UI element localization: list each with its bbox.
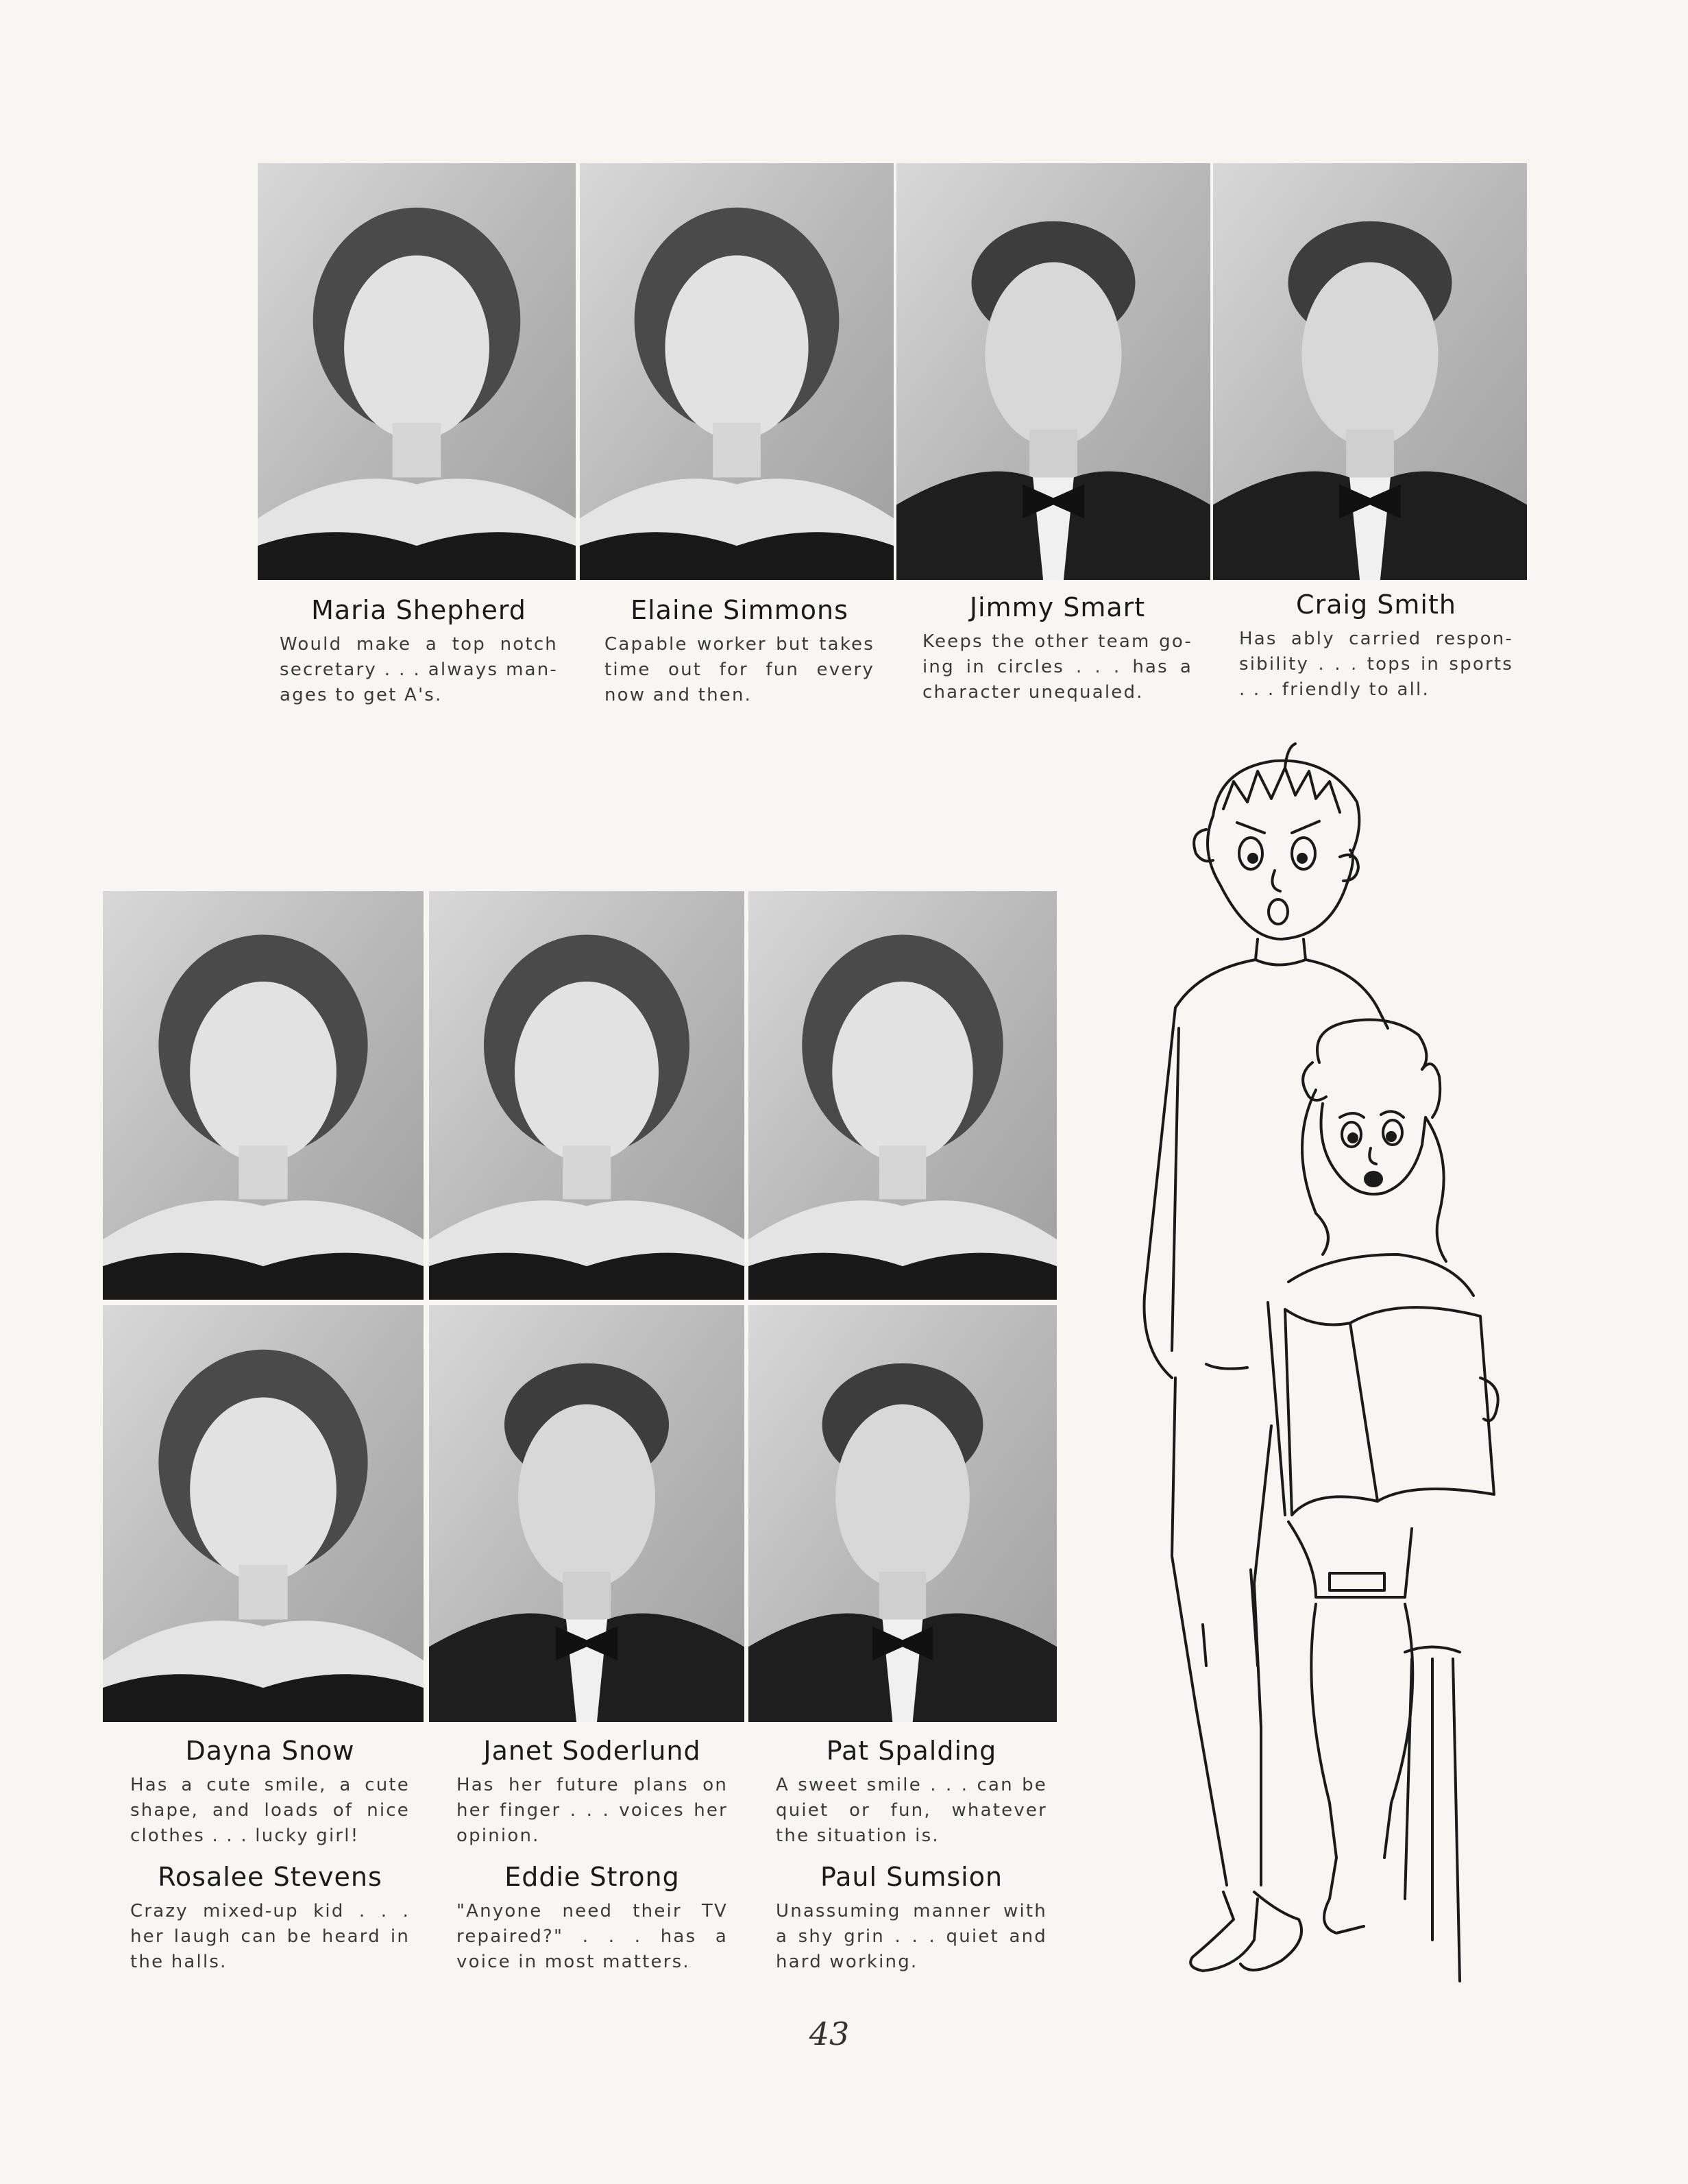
student-name: Pat Spalding (826, 1736, 997, 1766)
student-blurb: Keeps the other team go-ing in circles . . . has a character unequaled. (922, 631, 1192, 703)
caption-rosalee-stevens (130, 1862, 410, 1975)
student-blurb: Unassuming manner with a shy grin . . . quiet and hard working. (776, 1901, 1047, 1972)
student-name: Elaine Simmons (631, 595, 848, 625)
student-blurb: Capable worker but takes time out for fun every now and then. (604, 634, 874, 705)
student-name: Dayna Snow (185, 1736, 355, 1766)
student-name: Maria Shepherd (311, 595, 526, 625)
caption-dayna-snow (130, 1736, 410, 1849)
student-name: Rosalee Stevens (158, 1862, 382, 1892)
student-blurb: Crazy mixed-up kid . . . her laugh can be heard in the halls. (130, 1901, 410, 1972)
student-blurb: A sweet smile . . . can be quiet or fun, whatever the situation is. (776, 1775, 1047, 1846)
caption-janet-soderlund (456, 1736, 728, 1849)
student-blurb: Has ably carried respon-sibility . . . tops in sports . . . friendly to all. (1239, 629, 1513, 700)
caption-jimmy-smart (922, 592, 1192, 705)
caption-elaine-simmons (604, 595, 874, 708)
caption-maria-shepherd (280, 595, 558, 708)
portrait-photo-pat-spalding (748, 891, 1057, 1300)
student-name: Jimmy Smart (969, 592, 1146, 622)
portrait-photo-paul-sumsion (748, 1305, 1057, 1722)
portrait-photo-rosalee-stevens (103, 1305, 424, 1722)
student-blurb: Has her future plans on her finger . . . voices her opinion. (456, 1775, 728, 1846)
portrait-photo-maria-shepherd (258, 163, 576, 580)
caption-craig-smith (1239, 590, 1513, 703)
portrait-photo-janet-soderlund (429, 891, 744, 1300)
cartoon-illustration (1110, 733, 1528, 2022)
student-name: Janet Soderlund (483, 1736, 701, 1766)
portrait-photo-dayna-snow (103, 891, 424, 1300)
portrait-photo-jimmy-smart (896, 163, 1210, 580)
student-blurb: Would make a top notch secretary . . . always man-ages to get A's. (280, 634, 558, 705)
portrait-photo-craig-smith (1213, 163, 1527, 580)
student-name: Paul Sumsion (820, 1862, 1003, 1892)
student-name: Craig Smith (1296, 590, 1456, 620)
caption-eddie-strong (456, 1862, 728, 1975)
student-blurb: "Anyone need their TV repaired?" . . . has a voice in most matters. (456, 1901, 728, 1972)
caption-paul-sumsion (776, 1862, 1047, 1975)
page-number: 43 (809, 2015, 850, 2052)
portrait-photo-elaine-simmons (580, 163, 894, 580)
student-name: Eddie Strong (504, 1862, 680, 1892)
student-blurb: Has a cute smile, a cute shape, and loads of nice clothes . . . lucky girl! (130, 1775, 410, 1846)
portrait-photo-eddie-strong (429, 1305, 744, 1722)
caption-pat-spalding (776, 1736, 1047, 1849)
